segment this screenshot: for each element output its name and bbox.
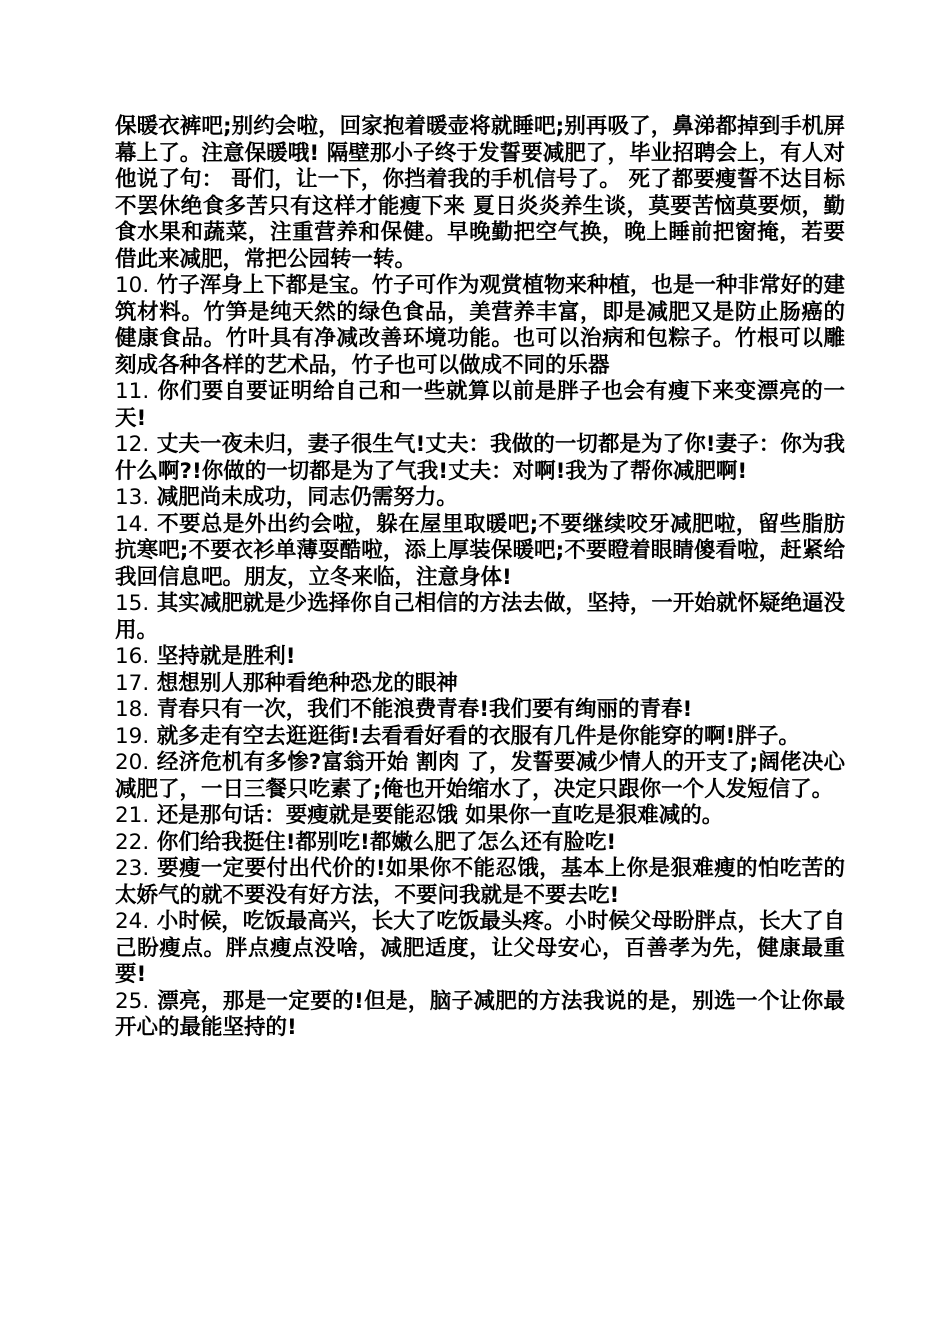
list-item: [115, 273, 845, 379]
list-item: [115, 379, 845, 432]
intro-text: 保暖衣裤吧;别约会啦，回家抱着暖壶将就睡吧;别再吸了，鼻涕都掉到手机屏幕上了。注意保暖哦! 隔壁那小子终于发誓要减肥了，毕业招聘会上，有人对他说了句： 哥们，让一下，你挡着我的手机信号了。 死了都要瘦誓不达目标不罢休绝食多苦只有这样才能瘦下来 夏日炎炎养生谈，莫要苦恼莫要烦，勤食水果和蔬菜，注重营养和保健。早晚勤把空气换，晚上睡前把窗掩，若要借此来减肥，常把公园转一转。: [115, 114, 845, 272]
item-number: 23.: [115, 856, 150, 881]
item-text: 漂亮，那是一定要的!但是，脑子减肥的方法我说的是，别选一个让你最开心的最能坚持的!: [115, 988, 845, 1040]
list-item: [115, 432, 845, 485]
item-number: 11.: [115, 379, 150, 404]
item-number: 10.: [115, 273, 150, 298]
list-item: [115, 989, 845, 1042]
item-number: 17.: [115, 670, 150, 696]
item-number: 14.: [115, 511, 150, 537]
item-text: 丈夫一夜未归，妻子很生气!丈夫：我做的一切都是为了你!妻子：你为我什么啊?!你做的一切都是为了气我!丈夫：对啊!我为了帮你减肥啊!: [115, 432, 845, 484]
list-item: [115, 750, 845, 803]
list-item: [115, 856, 845, 909]
list-item: [115, 485, 845, 512]
item-number: 21.: [115, 803, 150, 828]
item-number: 25.: [115, 988, 150, 1014]
item-number: 18.: [115, 697, 150, 722]
item-number: 24.: [115, 909, 150, 934]
item-number: 20.: [115, 750, 150, 775]
list-item: [115, 830, 845, 857]
item-number: 13.: [115, 485, 150, 510]
item-text: 坚持就是胜利!: [156, 644, 296, 669]
list-item: [115, 512, 845, 592]
item-text: 要瘦一定要付出代价的!如果你不能忍饿，基本上你是狠难瘦的怕吃苦的太娇气的就不要没有好方法，不要问我就是不要去吃!: [115, 856, 845, 908]
item-text: 竹子浑身上下都是宝。竹子可作为观赏植物来种植，也是一种非常好的建筑材料。竹笋是纯天然的绿色食品，美营养丰富，即是减肥又是防止肠癌的健康食品。竹叶具有净减改善环境功能。也可以治病和包粽子。竹根可以雕刻成各种各样的艺术品，竹子也可以做成不同的乐器: [115, 273, 845, 378]
item-text: 就多走有空去逛逛街!去看看好看的衣服有几件是你能穿的啊!胖子。: [156, 723, 800, 749]
item-text: 还是那句话：要瘦就是要能忍饿 如果你一直吃是狠难减的。: [156, 803, 724, 828]
item-number: 19.: [115, 723, 150, 749]
item-text: 减肥尚未成功，同志仍需努力。: [156, 485, 458, 510]
list-item: [115, 803, 845, 830]
item-text: 不要总是外出约会啦，躲在屋里取暖吧;不要继续咬牙减肥啦，留些脂肪抗寒吧;不要衣衫单薄耍酷啦，添上厚装保暖吧;不要瞪着眼睛傻看啦，赶紧给我回信息吧。朋友，立冬来临，注意身体!: [115, 511, 845, 590]
list-item: [115, 591, 845, 644]
list-item: [115, 909, 845, 989]
item-text: 你们要自要证明给自己和一些就算以前是胖子也会有瘦下来变漂亮的一天!: [115, 379, 845, 431]
item-number: 16.: [115, 644, 150, 669]
item-number: 15.: [115, 591, 150, 616]
item-text: 经济危机有多惨?富翁开始 割肉 了，发誓要减少情人的开支了;阔佬决心减肥了，一日三餐只吃素了;俺也开始缩水了，决定只跟你一个人发短信了。: [115, 750, 845, 802]
document-body: [115, 114, 845, 1042]
item-text: 想想别人那种看绝种恐龙的眼神: [156, 670, 458, 696]
item-number: 12.: [115, 432, 150, 457]
list-item: [115, 671, 845, 698]
item-text: 小时候，吃饭最高兴，长大了吃饭最头疼。小时候父母盼胖点，长大了自己盼瘦点。胖点瘦点没啥，减肥适度，让父母安心，百善孝为先，健康最重要!: [115, 909, 845, 987]
item-text: 你们给我挺住!都别吃!都嫩么肥了怎么还有脸吃!: [156, 829, 617, 855]
intro-paragraph: [115, 114, 845, 273]
list-item: [115, 724, 845, 751]
item-text: 其实减肥就是少选择你自己相信的方法去做，坚持，一开始就怀疑绝逼没用。: [115, 591, 845, 643]
list-item: [115, 697, 845, 724]
item-number: 22.: [115, 829, 150, 855]
item-text: 青春只有一次，我们不能浪费青春!我们要有绚丽的青春!: [156, 697, 693, 722]
list-item: [115, 644, 845, 671]
